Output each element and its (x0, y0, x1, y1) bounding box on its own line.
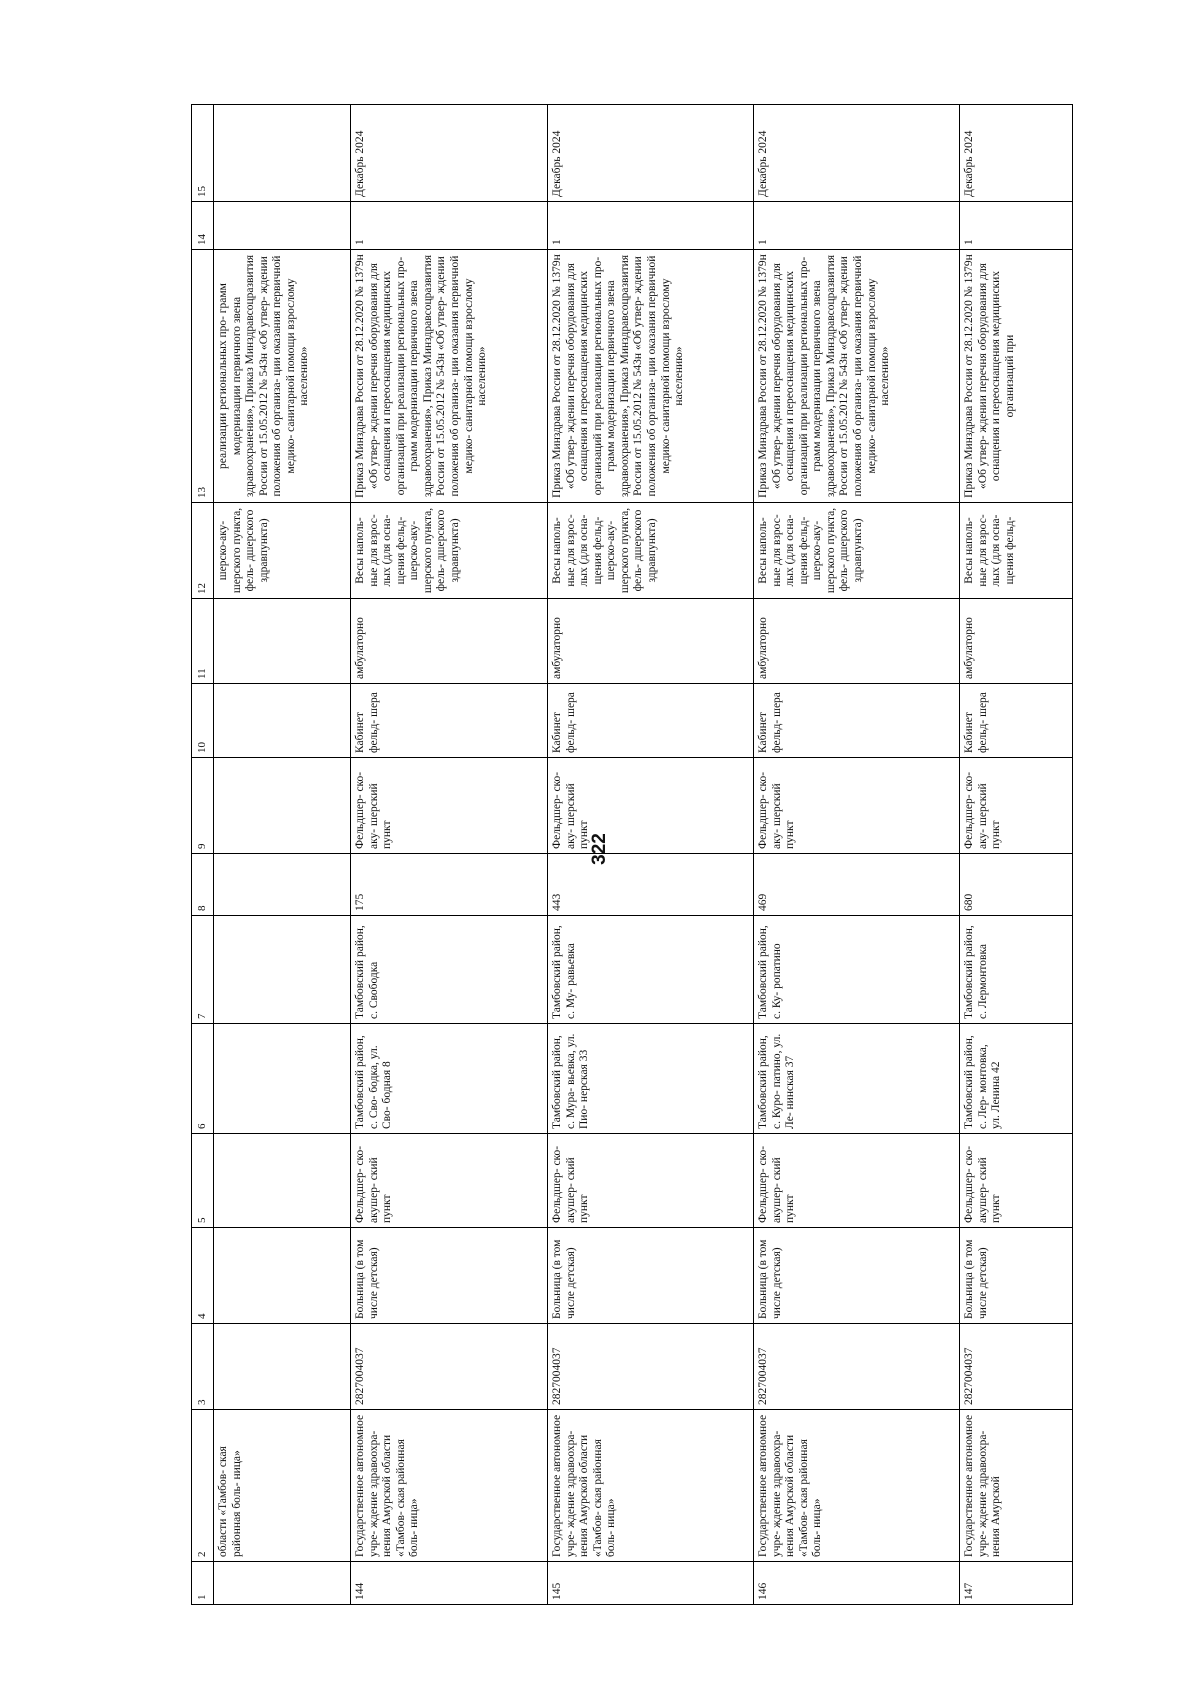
cell-subunit: Фельдшер- ско-аку- шерский пункт (548, 758, 754, 854)
cell-equipment: Весы наполь- ные для взрос- лых (для осна- щения фельд- (960, 503, 1073, 599)
cell-organization: Государственное автономное учре- ждение здравоохра- нения Амурской (960, 1410, 1073, 1562)
cell-equipment: Весы наполь- ные для взрос- лых (для осна- щения фельд- шерско-аку- шерского пункта, фель- дшерского здравпункта) (548, 503, 754, 599)
cell-population: 680 (960, 854, 1073, 916)
cell-address: Тамбовский район, с. Сво- бодка, ул. Сво- бодная 8 (351, 1024, 548, 1134)
cell-legal-basis: Приказ Минздрава России от 28.12.2020 № 1379н «Об утвер- ждении перечня оборудования для оснащения и переоснащения медицинских организаций при реализации региональных про- грамм модернизации первичного звена здравоохранения», Приказ Минздравсоцразвития России от 15.05.2012 № 543н «Об утвер- ждении положения об организа- ции оказания первичной медико- санитарной помощи взрослому населению» (548, 250, 754, 503)
cell-address: Тамбовский район, с. Лер- монтовка, ул. Ленина 42 (960, 1024, 1073, 1134)
cell-locality: Тамбовский район, с. Свободка (351, 916, 548, 1024)
cell-equipment: Весы наполь- ные для взрос- лых (для осна- щения фельд- шерско-аку- шерского пункта, фель- дшерского здравпункта) (754, 503, 960, 599)
header-cell: 11 (192, 599, 214, 684)
header-cell: 8 (192, 854, 214, 916)
cell-subunit: Фельдшер- ско-аку- шерский пункт (351, 758, 548, 854)
cell-empty (214, 105, 351, 202)
cell-unit-type: Фельдшер- ско-акушер- ский пункт (960, 1134, 1073, 1228)
header-cell: 4 (192, 1228, 214, 1324)
cell-room: Кабинет фельд- шера (960, 684, 1073, 758)
page-number: 322 (589, 833, 610, 865)
cell-date: Декабрь 2024 (754, 105, 960, 202)
cell-date: Декабрь 2024 (548, 105, 754, 202)
cell-unit-type: Фельдшер- ско-акушер- ский пункт (351, 1134, 548, 1228)
cell-care-conditions: амбулаторно (351, 599, 548, 684)
cell-quantity: 1 (960, 202, 1073, 250)
cell-empty (214, 684, 351, 758)
cell-population: 175 (351, 854, 548, 916)
cell-empty (214, 1228, 351, 1324)
cell-care-conditions: амбулаторно (960, 599, 1073, 684)
cell-empty (214, 1134, 351, 1228)
cell-org-type: Больница (в том числе детская) (351, 1228, 548, 1324)
cell-row-number: 144 (351, 1562, 548, 1605)
cell-empty (214, 916, 351, 1024)
cell-quantity: 1 (754, 202, 960, 250)
cell-legal-basis: Приказ Минздрава России от 28.12.2020 № 1379н «Об утвер- ждении перечня оборудования для оснащения и переоснащения медицинских организаций при реализации региональных про- грамм модернизации первичного звена здравоохранения», Приказ Минздравсоцразвития России от 15.05.2012 № 543н «Об утвер- ждении положения об организа- ции оказания первичной медико- санитарной помощи взрослому населению» (754, 250, 960, 503)
cell-subunit: Фельдшер- ско-аку- шерский пункт (754, 758, 960, 854)
cell-unit-type: Фельдшер- ско-акушер- ский пункт (548, 1134, 754, 1228)
cell-date: Декабрь 2024 (960, 105, 1073, 202)
header-cell: 3 (192, 1324, 214, 1410)
cell-row-number: 147 (960, 1562, 1073, 1605)
header-cell: 12 (192, 503, 214, 599)
cell-population: 443 (548, 854, 754, 916)
cell-row-number: 146 (754, 1562, 960, 1605)
cell-quantity: 1 (548, 202, 754, 250)
cell-locality: Тамбовский район, с. Му- равьевка (548, 916, 754, 1024)
cell-equipment: шерско-аку- шерского пункта, фель- дшерского здравпункта) (214, 503, 351, 599)
cell-organization: Государственное автономное учре- ждение здравоохра- нения Амурской области «Тамбов- ская районная боль- ница» (351, 1410, 548, 1562)
cell-legal-basis: реализации региональных про- грамм модернизации первичного звена здравоохранения», Приказ Минздравсоцразвития России от 15.05.2012 № 543н «Об утвер- ждении положения об организа- ции оказания первичной медико- санитарной помощи взрослому населению» (214, 250, 351, 503)
header-cell: 9 (192, 758, 214, 854)
continuation-row (214, 105, 351, 1605)
cell-empty (214, 599, 351, 684)
cell-subunit: Фельдшер- ско-аку- шерский пункт (960, 758, 1073, 854)
cell-legal-basis: Приказ Минздрава России от 28.12.2020 № 1379н «Об утвер- ждении перечня оборудования для оснащения и переоснащения медицинских организаций при (960, 250, 1073, 503)
cell-empty (214, 854, 351, 916)
cell-address: Тамбовский район, с. Мура- вьевка, ул. Пио- нерская 33 (548, 1024, 754, 1134)
cell-empty (214, 1324, 351, 1410)
equipment-table (191, 104, 1073, 1605)
table-row (960, 105, 1073, 1605)
header-cell: 5 (192, 1134, 214, 1228)
header-cell: 15 (192, 105, 214, 202)
cell-care-conditions: амбулаторно (754, 599, 960, 684)
cell-quantity: 1 (351, 202, 548, 250)
cell-inn: 2827004037 (548, 1324, 754, 1410)
cell-empty (214, 758, 351, 854)
cell-inn: 2827004037 (754, 1324, 960, 1410)
header-cell: 14 (192, 202, 214, 250)
cell-inn: 2827004037 (351, 1324, 548, 1410)
header-cell: 2 (192, 1410, 214, 1562)
cell-room: Кабинет фельд- шера (351, 684, 548, 758)
cell-inn: 2827004037 (960, 1324, 1073, 1410)
cell-empty (214, 1562, 351, 1605)
cell-empty (214, 202, 351, 250)
header-cell: 1 (192, 1562, 214, 1605)
cell-unit-type: Фельдшер- ско-акушер- ский пункт (754, 1134, 960, 1228)
column-number-row (192, 105, 214, 1605)
cell-locality: Тамбовский район, с. Ку- ропатино (754, 916, 960, 1024)
cell-org-type: Больница (в том числе детская) (548, 1228, 754, 1324)
cell-date: Декабрь 2024 (351, 105, 548, 202)
cell-address: Тамбовский район, с. Куро- патино, ул. Ле- нинская 37 (754, 1024, 960, 1134)
table-row (351, 105, 548, 1605)
cell-room: Кабинет фельд- шера (754, 684, 960, 758)
header-cell: 10 (192, 684, 214, 758)
cell-population: 469 (754, 854, 960, 916)
cell-care-conditions: амбулаторно (548, 599, 754, 684)
header-cell: 13 (192, 250, 214, 503)
table-body (192, 105, 1073, 1605)
cell-row-number: 145 (548, 1562, 754, 1605)
rotated-table-container (191, 105, 1073, 1605)
header-cell: 6 (192, 1024, 214, 1134)
header-cell: 7 (192, 916, 214, 1024)
cell-locality: Тамбовский район, с. Лермонтовка (960, 916, 1073, 1024)
table-row (548, 105, 754, 1605)
cell-org-type: Больница (в том числе детская) (960, 1228, 1073, 1324)
cell-org-type: Больница (в том числе детская) (754, 1228, 960, 1324)
cell-organization: Государственное автономное учре- ждение здравоохра- нения Амурской области «Тамбов- ская районная боль- ница» (754, 1410, 960, 1562)
cell-empty (214, 1024, 351, 1134)
cell-organization: Государственное автономное учре- ждение здравоохра- нения Амурской области «Тамбов- ская районная боль- ница» (548, 1410, 754, 1562)
cell-equipment: Весы наполь- ные для взрос- лых (для осна- щения фельд- шерско-аку- шерского пункта, фель- дшерского здравпункта) (351, 503, 548, 599)
cell-organization: области «Тамбов- ская районная боль- ница» (214, 1410, 351, 1562)
cell-legal-basis: Приказ Минздрава России от 28.12.2020 № 1379н «Об утвер- ждении перечня оборудования для оснащения и переоснащения медицинских организаций при реализации региональных про- грамм модернизации первичного звена здравоохранения», Приказ Минздравсоцразвития России от 15.05.2012 № 543н «Об утвер- ждении положения об организа- ции оказания первичной медико- санитарной помощи взрослому населению» (351, 250, 548, 503)
cell-room: Кабинет фельд- шера (548, 684, 754, 758)
table-row (754, 105, 960, 1605)
